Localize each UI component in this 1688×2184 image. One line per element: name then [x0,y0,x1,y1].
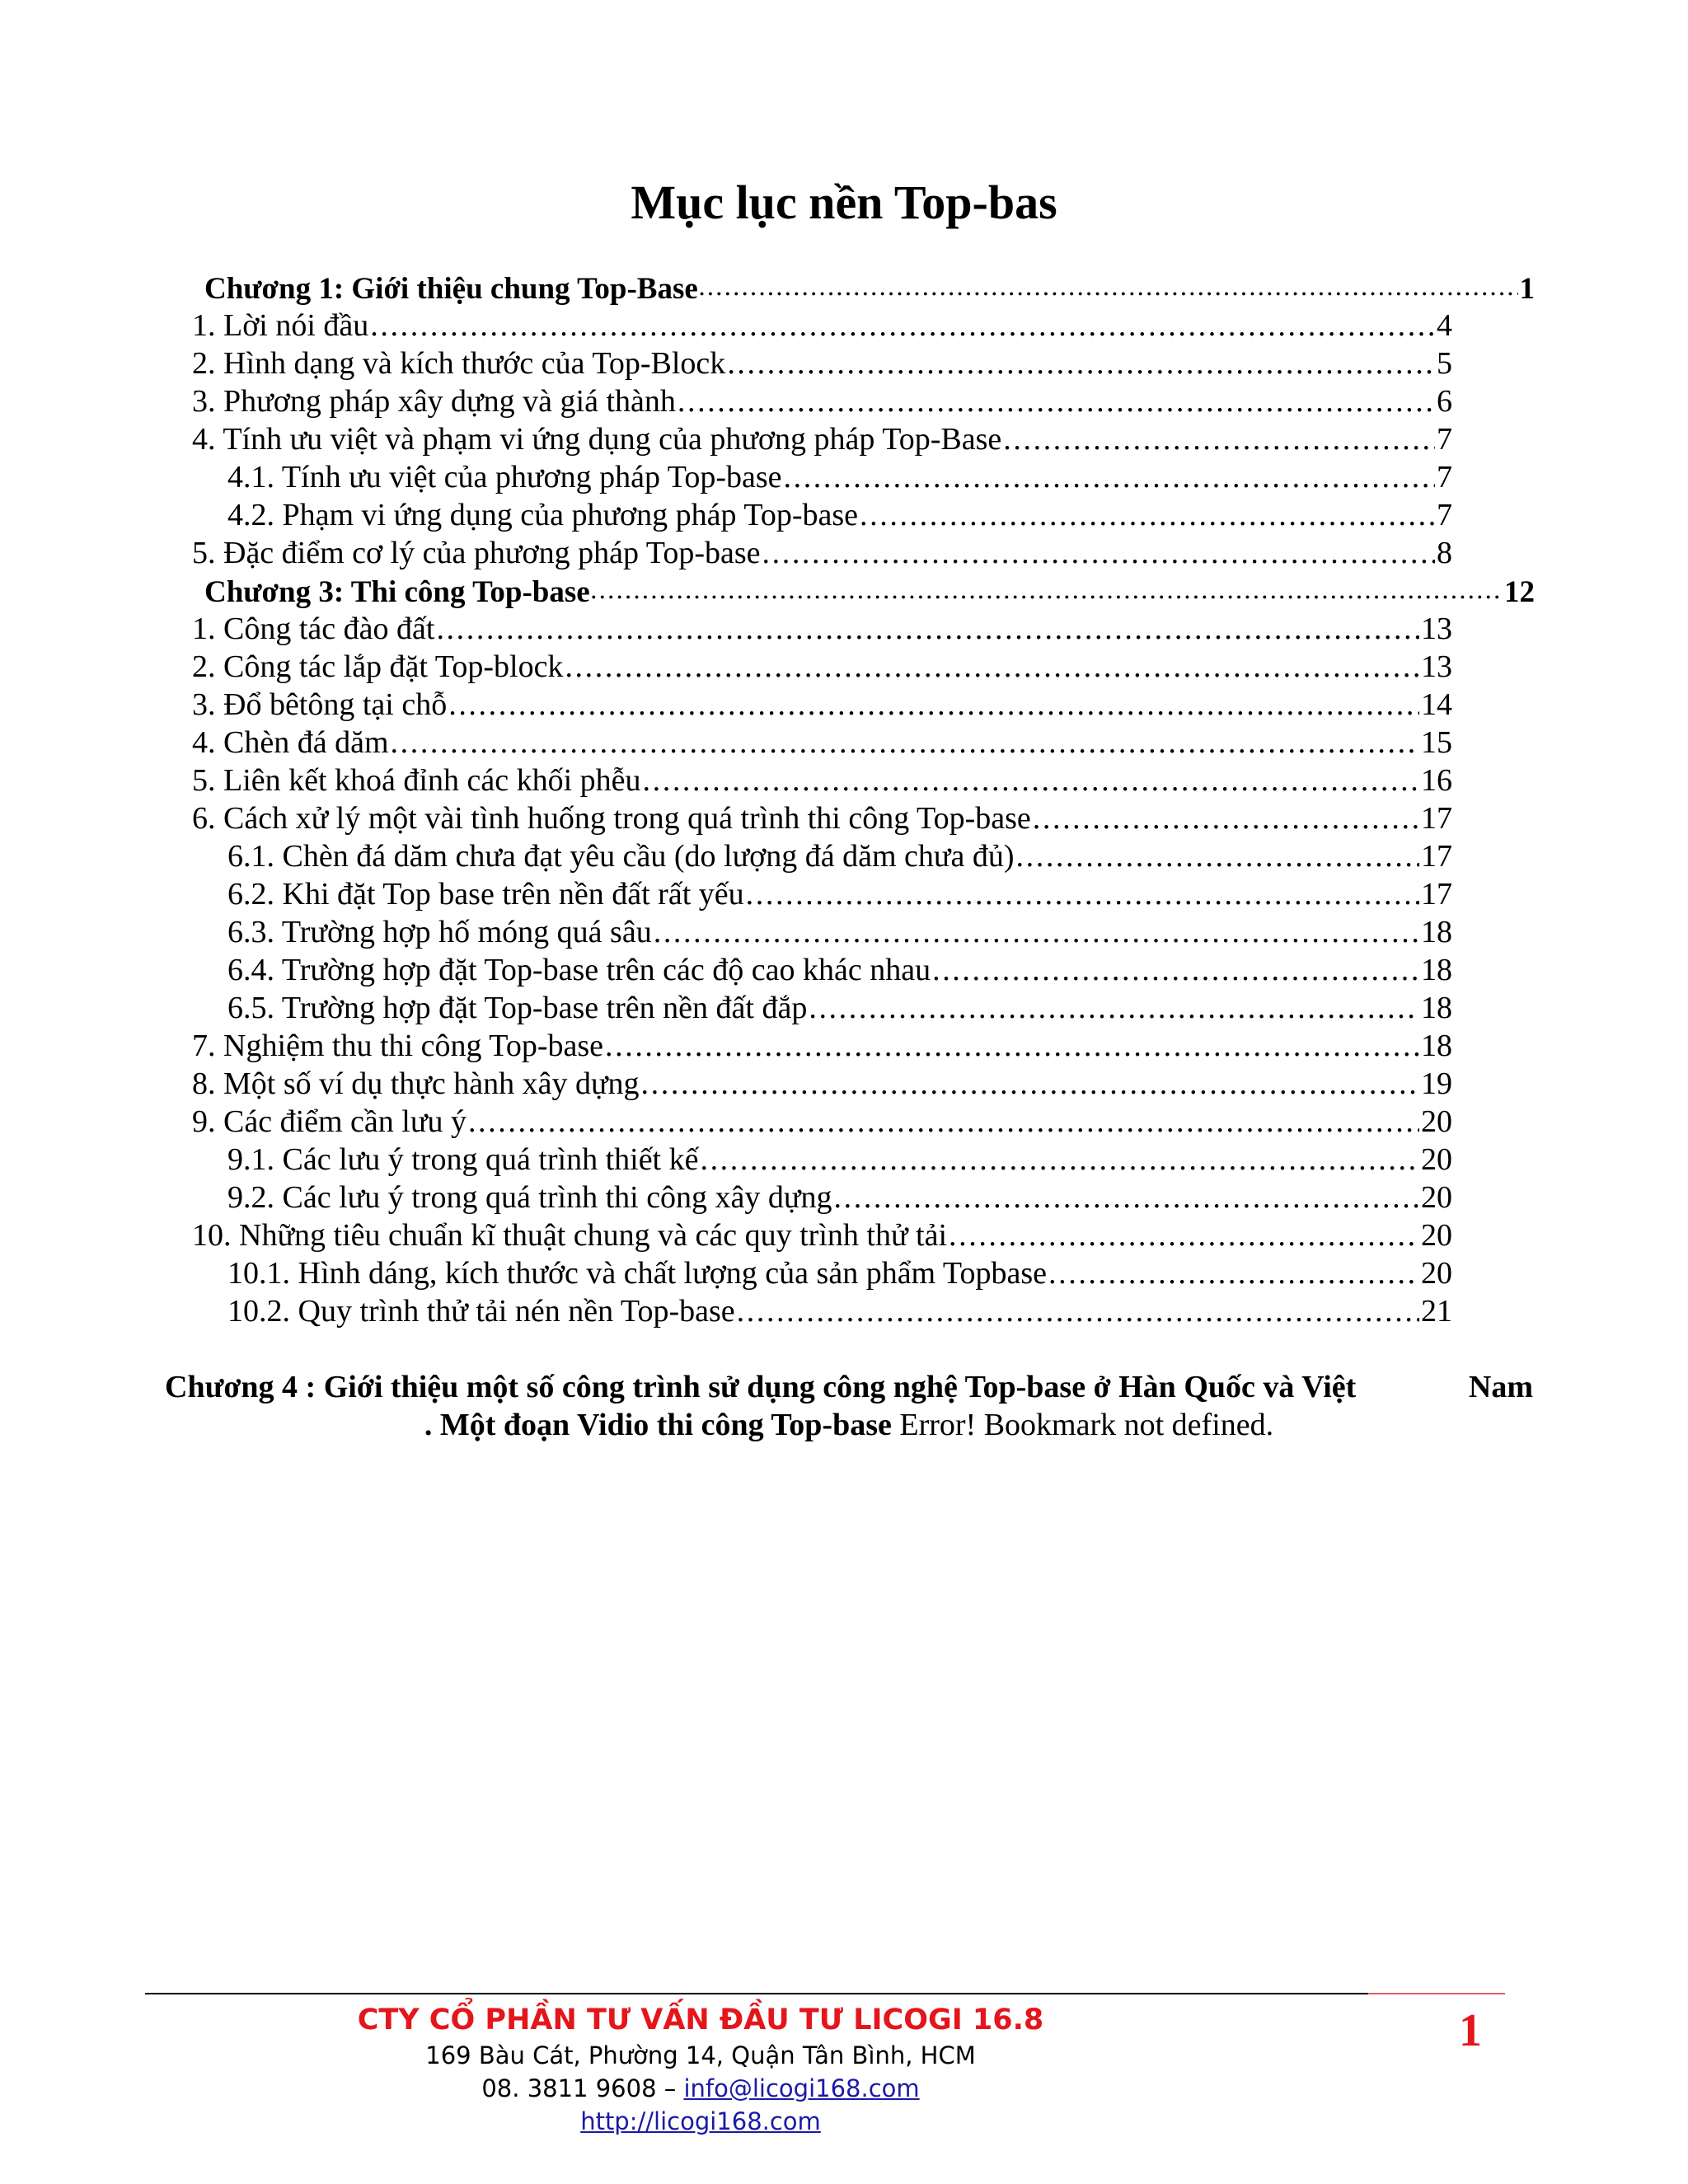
toc-entry-label: 9. Các điểm cần lưu ý [192,1104,467,1139]
toc-entry-page: 4 [1437,308,1452,343]
toc-dot-leader [949,1216,1419,1254]
toc-entry-page: 6 [1437,384,1452,419]
toc-entry-label: 4. Chèn đá dăm [192,725,389,760]
toc-entry[interactable] [227,1179,1452,1216]
page-footer [0,2001,1401,2138]
bookmark-error: Error! Bookmark not defined. [891,1408,1274,1442]
toc-entry-page: 8 [1437,536,1452,570]
toc-entry-page: 21 [1421,1294,1452,1329]
toc-entry-label: 9.1. Các lưu ý trong quá trình thiết kế [227,1142,699,1177]
page-number: 1 [1459,2005,1482,2056]
toc-dot-leader [784,458,1436,496]
toc-entry-page: 7 [1437,422,1452,457]
toc-dot-leader [448,686,1419,724]
toc-entry-label: 1. Lời nói đầu [192,308,369,343]
toc-entry-page: 17 [1421,801,1452,836]
toc-entry-label: 6.4. Trường hợp đặt Top-base trên các độ cao khác nhau [227,953,931,987]
website-row [0,2105,1401,2138]
toc-dot-leader [468,1103,1419,1141]
chapter-4-entry[interactable] [165,1368,1533,1444]
toc-entry-page: 14 [1421,687,1452,722]
toc-entry-page: 16 [1421,763,1452,798]
toc-chapter-entry[interactable] [204,572,1535,610]
toc-entry[interactable] [227,913,1452,951]
toc-entry[interactable] [227,1292,1452,1330]
toc-entry-label: 3. Đổ bêtông tại chỗ [192,687,448,722]
toc-entry-label: 6.1. Chèn đá dăm chưa đạt yêu cầu (do lượng đá dăm chưa đủ) [227,839,1015,874]
toc-dot-leader [746,875,1419,913]
toc-entry[interactable] [227,496,1452,534]
toc-dot-leader [678,382,1435,420]
chapter-4-title: Chương 4 : Giới thiệu một số công trình sử dụng công nghệ Top-base ở Hàn Quốc và Việt [165,1370,1357,1404]
toc-entry-page: 18 [1421,953,1452,987]
company-address: 169 Bàu Cát, Phường 14, Quận Tân Bình, HCM [425,2041,976,2069]
toc-dot-leader [565,648,1419,686]
toc-entry-page: 12 [1504,575,1535,609]
toc-dot-leader [727,344,1435,382]
toc-dot-leader [700,1141,1419,1179]
toc-entry[interactable] [192,610,1452,648]
toc-entry-label: 8. Một số ví dụ thực hành xây dựng [192,1066,640,1101]
toc-entry-label: 2. Hình dạng và kích thước của Top-Block [192,346,726,381]
toc-entry-label: 2. Công tác lắp đặt Top-block [192,649,564,684]
toc-entry-page: 15 [1421,725,1452,760]
website-link[interactable]: http://licogi168.com [580,2107,821,2135]
footer-divider [145,1993,1505,1994]
toc-entry[interactable] [227,837,1452,875]
toc-entry-label: 7. Nghiệm thu thi công Top-base [192,1029,604,1063]
toc-dot-leader [809,989,1419,1027]
toc-entry-label: 3. Phương pháp xây dựng và giá thành [192,384,676,419]
toc-entry[interactable] [192,344,1452,382]
toc-entry-label: Chương 3: Thi công Top-base [204,575,590,609]
toc-dot-leader [1003,420,1435,458]
toc-entry[interactable] [192,762,1452,799]
toc-entry-page: 1 [1519,272,1535,306]
toc-entry-page: 20 [1421,1256,1452,1291]
toc-dot-leader [370,307,1435,344]
toc-entry-page: 18 [1421,991,1452,1025]
toc-entry-label: 6.3. Trường hợp hố móng quá sâu [227,915,652,949]
toc-dot-leader [641,1065,1419,1103]
toc-entry-page: 19 [1421,1066,1452,1101]
footer-divider-accent [1368,1993,1505,1994]
toc-chapter-entry[interactable] [204,269,1535,307]
toc-entry[interactable] [192,534,1452,572]
toc-entry-label: 10. Những tiêu chuẩn kĩ thuật chung và các quy trình thử tải [192,1218,948,1253]
toc-dot-leader [654,913,1419,951]
toc-entry-label: 4.2. Phạm vi ứng dụng của phương pháp Top-base [227,498,859,532]
toc-dot-leader [391,724,1419,762]
toc-dot-leader [737,1292,1419,1330]
toc-entry-page: 20 [1421,1218,1452,1253]
toc-entry[interactable] [192,1103,1452,1141]
company-phone: 08. 3811 9608 – [481,2074,684,2102]
toc-dot-leader [643,762,1419,799]
chapter-4-title-end: Nam [1468,1370,1533,1404]
toc-entry[interactable] [192,724,1452,762]
toc-entry[interactable] [227,1254,1452,1292]
chapter-4-line-2 [165,1406,1533,1444]
toc-dot-leader [1016,837,1419,875]
toc-entry[interactable] [192,1065,1452,1103]
toc-entry[interactable] [192,648,1452,686]
toc-dot-leader [932,951,1419,989]
toc-entry[interactable] [192,382,1452,420]
toc-entry[interactable] [192,799,1452,837]
toc-entry[interactable] [192,420,1452,458]
toc-entry-page: 20 [1421,1142,1452,1177]
toc-entry-label: 6.2. Khi đặt Top base trên nền đất rất yếu [227,877,744,912]
toc-title: Mục lục nền Top-bas [631,176,1057,229]
toc-entry-page: 13 [1421,649,1452,684]
toc-entry[interactable] [192,1027,1452,1065]
toc-entry-label: 10.1. Hình dáng, kích thước và chất lượng của sản phẩm Topbase [227,1256,1048,1291]
toc-entry-label: 9.2. Các lưu ý trong quá trình thi công xây dựng [227,1180,832,1215]
company-name: CTY CỔ PHẦN TƯ VẤN ĐẦU TƯ LICOGI 16.8 [357,2004,1044,2036]
toc-dot-leader [436,610,1419,648]
toc-entry[interactable] [227,458,1452,496]
toc-entry[interactable] [192,1216,1452,1254]
toc-entry-label: 5. Đặc điểm cơ lý của phương pháp Top-base [192,536,761,570]
toc-entry[interactable] [227,875,1452,913]
toc-dot-leader [1033,799,1419,837]
toc-entry-label: 6. Cách xử lý một vài tình huống trong quá trình thi công Top-base [192,801,1031,836]
toc-entry[interactable] [227,1141,1452,1179]
company-contact [0,2072,1401,2105]
toc-dot-leader [834,1179,1419,1216]
toc-entry-page: 20 [1421,1180,1452,1215]
toc-entry-label: 4. Tính ưu việt và phạm vi ứng dụng của phương pháp Top-Base [192,422,1002,457]
chapter-4-line-1 [165,1368,1533,1406]
toc-entry[interactable] [227,989,1452,1027]
toc-entry[interactable] [192,307,1452,344]
toc-dot-leader [605,1027,1419,1065]
toc-entry-label: 4.1. Tính ưu việt của phương pháp Top-base [227,460,782,494]
email-link[interactable]: info@licogi168.com [683,2074,920,2102]
toc-entry-page: 17 [1421,839,1452,874]
toc-entry-label: 5. Liên kết khoá đỉnh các khối phễu [192,763,641,798]
toc-entry[interactable] [227,951,1452,989]
toc-dot-leader [762,534,1435,572]
toc-entry-label: Chương 1: Giới thiệu chung Top-Base [204,272,698,306]
toc-entry-page: 13 [1421,612,1452,646]
toc-dot-leader [860,496,1435,534]
chapter-4-video-label: . Một đoạn Vidio thi công Top-base [424,1408,892,1442]
toc-entry-label: 1. Công tác đào đất [192,612,435,646]
toc-entry-page: 20 [1421,1104,1452,1139]
toc-entry-label: 6.5. Trường hợp đặt Top-base trên nền đất đắp [227,991,808,1025]
toc-entry-page: 7 [1437,498,1452,532]
toc-entry[interactable] [192,686,1452,724]
toc-dot-leader [1048,1254,1419,1292]
toc-entry-label: 10.2. Quy trình thử tải nén nền Top-base [227,1294,735,1329]
toc-entry-page: 17 [1421,877,1452,912]
toc-entry-page: 7 [1437,460,1452,494]
toc-entry-page: 18 [1421,1029,1452,1063]
toc-entry-page: 18 [1421,915,1452,949]
toc-entry-page: 5 [1437,346,1452,381]
